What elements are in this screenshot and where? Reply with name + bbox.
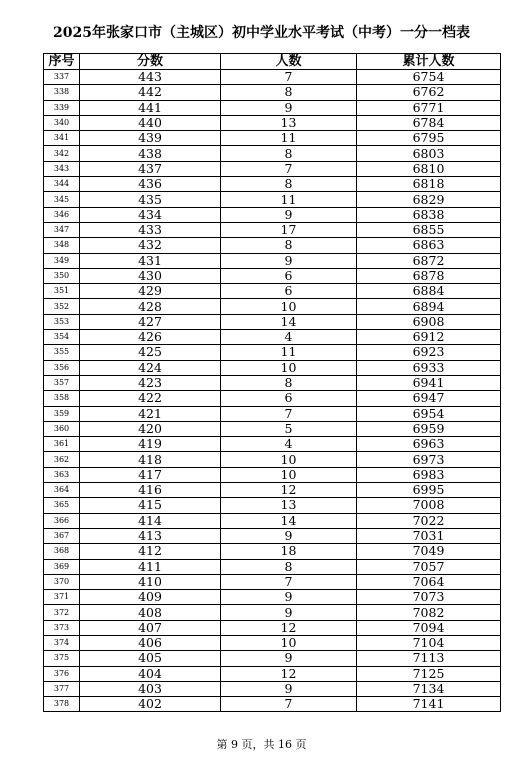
cell-index: 367 [44, 528, 80, 543]
table-row [44, 284, 501, 299]
table-row [44, 253, 501, 268]
cell-cumulative: 6923 [357, 345, 501, 360]
cell-cumulative: 6855 [357, 222, 501, 237]
header-cumulative: 累计人数 [357, 54, 501, 70]
cell-index: 338 [44, 85, 80, 100]
table-row [44, 574, 501, 589]
cell-score: 413 [80, 528, 221, 543]
table-row [44, 314, 501, 329]
cell-count: 9 [221, 207, 357, 222]
cell-score: 428 [80, 299, 221, 314]
cell-index: 369 [44, 559, 80, 574]
cell-count: 10 [221, 299, 357, 314]
cell-score: 402 [80, 697, 221, 712]
cell-cumulative: 7022 [357, 513, 501, 528]
cell-cumulative: 6941 [357, 375, 501, 390]
table-header-row [44, 54, 501, 70]
cell-count: 14 [221, 314, 357, 329]
cell-cumulative: 7008 [357, 498, 501, 513]
cell-index: 357 [44, 375, 80, 390]
table-row [44, 467, 501, 482]
table-row [44, 437, 501, 452]
cell-score: 412 [80, 544, 221, 559]
cell-cumulative: 7057 [357, 559, 501, 574]
cell-index: 337 [44, 70, 80, 85]
header-count: 人数 [221, 54, 357, 70]
cell-cumulative: 6863 [357, 238, 501, 253]
cell-cumulative: 6754 [357, 70, 501, 85]
cell-cumulative: 6810 [357, 161, 501, 176]
cell-count: 7 [221, 70, 357, 85]
table-row [44, 222, 501, 237]
table-row [44, 391, 501, 406]
table-row [44, 192, 501, 207]
table-row [44, 345, 501, 360]
cell-score: 424 [80, 360, 221, 375]
cell-cumulative: 6771 [357, 100, 501, 115]
cell-count: 8 [221, 375, 357, 390]
cell-score: 408 [80, 605, 221, 620]
cell-index: 350 [44, 268, 80, 283]
cell-count: 18 [221, 544, 357, 559]
table-row [44, 513, 501, 528]
cell-cumulative: 7141 [357, 697, 501, 712]
cell-index: 365 [44, 498, 80, 513]
cell-score: 418 [80, 452, 221, 467]
table-row [44, 544, 501, 559]
table-row [44, 635, 501, 650]
table-row [44, 85, 501, 100]
cell-cumulative: 7134 [357, 681, 501, 696]
cell-count: 6 [221, 391, 357, 406]
table-row [44, 406, 501, 421]
table-row [44, 207, 501, 222]
table-row [44, 421, 501, 436]
cell-score: 407 [80, 620, 221, 635]
cell-count: 11 [221, 192, 357, 207]
cell-count: 8 [221, 559, 357, 574]
cell-count: 4 [221, 330, 357, 345]
cell-count: 9 [221, 605, 357, 620]
cell-index: 363 [44, 467, 80, 482]
cell-count: 13 [221, 115, 357, 130]
cell-index: 378 [44, 697, 80, 712]
cell-index: 368 [44, 544, 80, 559]
cell-cumulative: 7031 [357, 528, 501, 543]
cell-cumulative: 6878 [357, 268, 501, 283]
cell-score: 421 [80, 406, 221, 421]
cell-score: 427 [80, 314, 221, 329]
cell-score: 433 [80, 222, 221, 237]
cell-count: 13 [221, 498, 357, 513]
cell-score: 426 [80, 330, 221, 345]
cell-score: 434 [80, 207, 221, 222]
cell-count: 12 [221, 620, 357, 635]
cell-count: 8 [221, 85, 357, 100]
cell-index: 361 [44, 437, 80, 452]
cell-count: 9 [221, 681, 357, 696]
cell-count: 14 [221, 513, 357, 528]
cell-cumulative: 6784 [357, 115, 501, 130]
cell-index: 347 [44, 222, 80, 237]
cell-index: 344 [44, 177, 80, 192]
cell-count: 10 [221, 452, 357, 467]
page-footer: 第 9 页，共 16 页 [216, 738, 307, 751]
cell-cumulative: 6884 [357, 284, 501, 299]
cell-cumulative: 6762 [357, 85, 501, 100]
cell-count: 9 [221, 528, 357, 543]
cell-index: 339 [44, 100, 80, 115]
cell-count: 12 [221, 483, 357, 498]
cell-score: 409 [80, 590, 221, 605]
cell-index: 341 [44, 131, 80, 146]
cell-cumulative: 6818 [357, 177, 501, 192]
cell-score: 404 [80, 666, 221, 681]
cell-index: 370 [44, 574, 80, 589]
cell-score: 437 [80, 161, 221, 176]
cell-count: 7 [221, 406, 357, 421]
table-row [44, 330, 501, 345]
table-row [44, 681, 501, 696]
cell-index: 351 [44, 284, 80, 299]
cell-cumulative: 7125 [357, 666, 501, 681]
cell-count: 6 [221, 268, 357, 283]
table-row [44, 483, 501, 498]
table-row [44, 70, 501, 85]
cell-index: 371 [44, 590, 80, 605]
page-title: 2025年张家口市（主城区）初中学业水平考试（中考）一分一档表 [53, 25, 470, 41]
cell-count: 10 [221, 467, 357, 482]
cell-cumulative: 6908 [357, 314, 501, 329]
cell-count: 11 [221, 345, 357, 360]
table-row [44, 590, 501, 605]
cell-index: 364 [44, 483, 80, 498]
cell-count: 17 [221, 222, 357, 237]
table-row [44, 238, 501, 253]
cell-count: 10 [221, 360, 357, 375]
cell-score: 415 [80, 498, 221, 513]
cell-score: 438 [80, 146, 221, 161]
cell-score: 441 [80, 100, 221, 115]
cell-cumulative: 6803 [357, 146, 501, 161]
cell-count: 12 [221, 666, 357, 681]
cell-score: 430 [80, 268, 221, 283]
table-row [44, 605, 501, 620]
cell-score: 442 [80, 85, 221, 100]
cell-index: 376 [44, 666, 80, 681]
cell-index: 375 [44, 651, 80, 666]
cell-index: 362 [44, 452, 80, 467]
cell-score: 443 [80, 70, 221, 85]
table-row [44, 161, 501, 176]
cell-count: 9 [221, 100, 357, 115]
cell-score: 410 [80, 574, 221, 589]
cell-cumulative: 6973 [357, 452, 501, 467]
cell-cumulative: 6795 [357, 131, 501, 146]
cell-cumulative: 6959 [357, 421, 501, 436]
table-row [44, 268, 501, 283]
cell-cumulative: 6894 [357, 299, 501, 314]
cell-count: 8 [221, 238, 357, 253]
cell-index: 358 [44, 391, 80, 406]
cell-count: 9 [221, 253, 357, 268]
cell-score: 436 [80, 177, 221, 192]
cell-index: 373 [44, 620, 80, 635]
cell-index: 360 [44, 421, 80, 436]
cell-cumulative: 6829 [357, 192, 501, 207]
cell-count: 7 [221, 574, 357, 589]
cell-index: 353 [44, 314, 80, 329]
table-row [44, 697, 501, 712]
table-row [44, 131, 501, 146]
cell-cumulative: 6838 [357, 207, 501, 222]
cell-index: 348 [44, 238, 80, 253]
cell-cumulative: 7104 [357, 635, 501, 650]
cell-index: 356 [44, 360, 80, 375]
cell-cumulative: 6933 [357, 360, 501, 375]
cell-count: 7 [221, 161, 357, 176]
cell-index: 355 [44, 345, 80, 360]
table-row [44, 559, 501, 574]
cell-score: 416 [80, 483, 221, 498]
cell-index: 359 [44, 406, 80, 421]
cell-cumulative: 7082 [357, 605, 501, 620]
table-row [44, 100, 501, 115]
cell-index: 372 [44, 605, 80, 620]
cell-count: 8 [221, 146, 357, 161]
cell-index: 374 [44, 635, 80, 650]
table-row [44, 651, 501, 666]
table-row [44, 360, 501, 375]
table-row [44, 375, 501, 390]
cell-index: 343 [44, 161, 80, 176]
cell-index: 342 [44, 146, 80, 161]
table-row [44, 115, 501, 130]
cell-score: 405 [80, 651, 221, 666]
table-row [44, 146, 501, 161]
cell-score: 420 [80, 421, 221, 436]
cell-cumulative: 7049 [357, 544, 501, 559]
cell-score: 431 [80, 253, 221, 268]
cell-index: 366 [44, 513, 80, 528]
cell-index: 377 [44, 681, 80, 696]
header-score: 分数 [80, 54, 221, 70]
cell-score: 411 [80, 559, 221, 574]
cell-index: 346 [44, 207, 80, 222]
cell-cumulative: 6963 [357, 437, 501, 452]
cell-cumulative: 6872 [357, 253, 501, 268]
table-body [44, 70, 501, 712]
table-row [44, 452, 501, 467]
cell-count: 9 [221, 651, 357, 666]
cell-score: 435 [80, 192, 221, 207]
cell-score: 429 [80, 284, 221, 299]
cell-cumulative: 6912 [357, 330, 501, 345]
cell-score: 414 [80, 513, 221, 528]
cell-count: 5 [221, 421, 357, 436]
table-row [44, 528, 501, 543]
score-table [43, 53, 501, 712]
cell-count: 4 [221, 437, 357, 452]
table-row [44, 666, 501, 681]
cell-score: 406 [80, 635, 221, 650]
table-row [44, 620, 501, 635]
header-index: 序号 [44, 54, 80, 70]
cell-index: 340 [44, 115, 80, 130]
cell-score: 419 [80, 437, 221, 452]
cell-index: 352 [44, 299, 80, 314]
cell-count: 9 [221, 590, 357, 605]
cell-index: 349 [44, 253, 80, 268]
cell-score: 439 [80, 131, 221, 146]
cell-score: 440 [80, 115, 221, 130]
cell-score: 417 [80, 467, 221, 482]
cell-count: 11 [221, 131, 357, 146]
cell-cumulative: 6995 [357, 483, 501, 498]
cell-score: 432 [80, 238, 221, 253]
table-row [44, 177, 501, 192]
cell-score: 403 [80, 681, 221, 696]
cell-cumulative: 6983 [357, 467, 501, 482]
cell-count: 7 [221, 697, 357, 712]
table-row [44, 498, 501, 513]
table-row [44, 299, 501, 314]
cell-count: 10 [221, 635, 357, 650]
cell-count: 6 [221, 284, 357, 299]
cell-index: 345 [44, 192, 80, 207]
cell-cumulative: 6947 [357, 391, 501, 406]
cell-cumulative: 7113 [357, 651, 501, 666]
cell-count: 8 [221, 177, 357, 192]
cell-score: 425 [80, 345, 221, 360]
cell-cumulative: 6954 [357, 406, 501, 421]
cell-score: 422 [80, 391, 221, 406]
cell-index: 354 [44, 330, 80, 345]
cell-cumulative: 7064 [357, 574, 501, 589]
cell-score: 423 [80, 375, 221, 390]
cell-cumulative: 7073 [357, 590, 501, 605]
cell-cumulative: 7094 [357, 620, 501, 635]
